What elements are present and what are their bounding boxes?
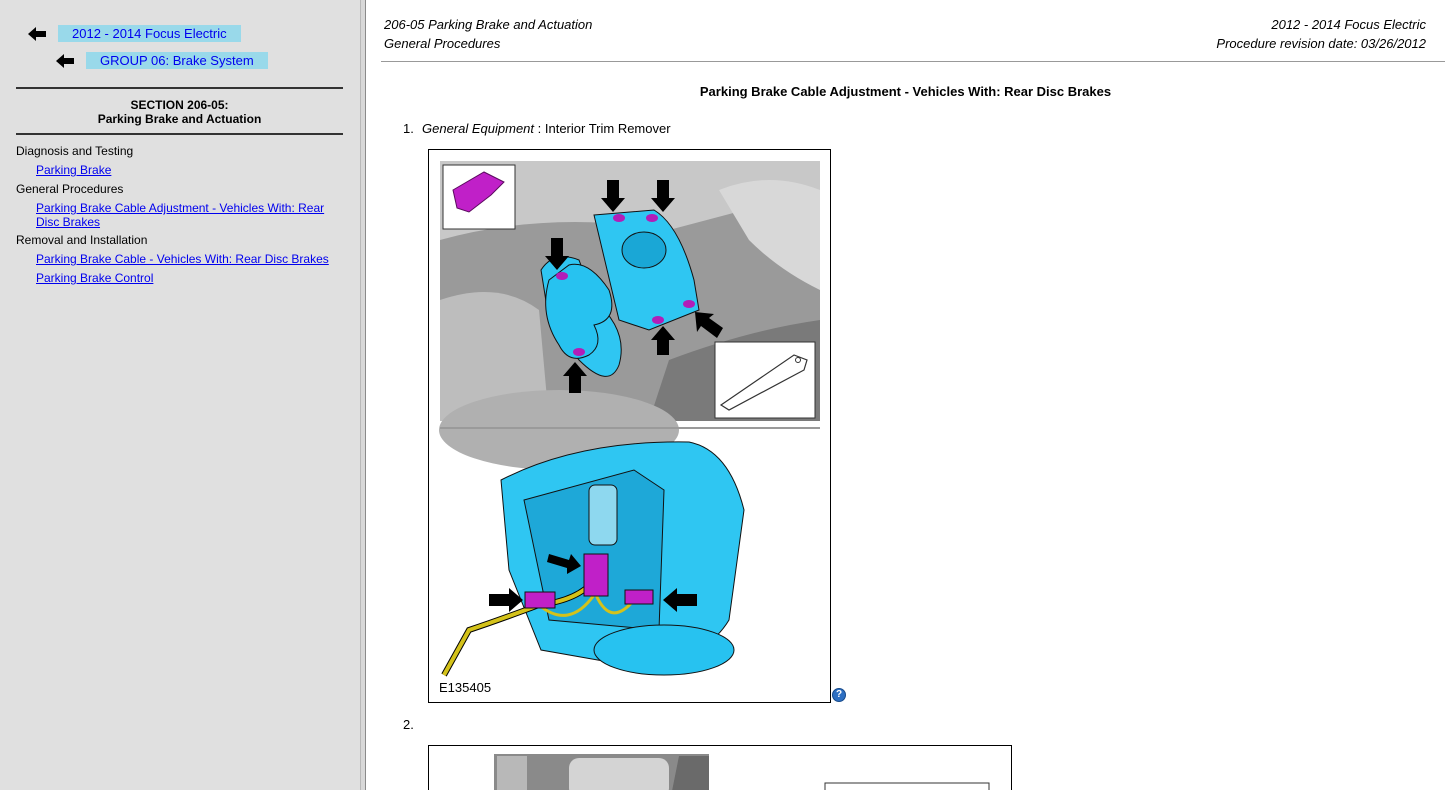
step-number: 1. [403,121,414,136]
category-diagnosis: Diagnosis and Testing [16,144,134,158]
sidebar-divider [16,87,343,89]
nav-link-group[interactable]: GROUP 06: Brake System [86,52,268,69]
nav-row-model [28,25,241,42]
section-heading [16,98,343,126]
back-arrow-icon[interactable] [28,27,46,41]
category-general-procedures: General Procedures [16,182,124,196]
sidebar-link-parking-brake-cable[interactable]: Parking Brake Cable - Vehicles With: Rear Disc Brakes [36,252,329,266]
sidebar-divider [16,133,343,135]
sidebar-link-parking-brake-control[interactable]: Parking Brake Control [36,271,154,285]
category-removal-installation: Removal and Installation [16,233,148,247]
procedure-title: Parking Brake Cable Adjustment - Vehicles With: Rear Disc Brakes [699,84,1112,99]
sidebar-link-cable-adjustment[interactable]: Parking Brake Cable Adjustment - Vehicles With: Rear Disc Brakes [36,201,325,229]
step-2-illustration [429,746,1012,790]
sidebar-link-parking-brake[interactable]: Parking Brake [36,163,112,177]
content-pane [366,0,1445,790]
header-revision-date: Procedure revision date: 03/26/2012 [1216,36,1426,51]
figure-id: E135405 [439,680,492,695]
header-section-title: 206-05 Parking Brake and Actuation [384,17,593,32]
section-heading-number: SECTION 206-05: [130,98,229,112]
help-icon[interactable]: ? [832,688,846,702]
step-figure [428,745,1012,790]
step-figure [428,149,831,703]
equipment-label: General Equipment [422,121,535,136]
nav-row-group [56,52,268,69]
header-vehicle: 2012 - 2014 Focus Electric [1271,17,1426,32]
step-text [422,121,671,136]
sidebar [0,0,360,790]
step-number: 2. [403,717,414,732]
header-procedure-type: General Procedures [384,36,501,51]
section-heading-title: Parking Brake and Actuation [97,112,262,126]
header-divider [381,61,1445,62]
console-illustration [429,150,831,703]
equipment-separator: : [534,121,545,136]
equipment-value: Interior Trim Remover [544,121,671,136]
back-arrow-icon[interactable] [56,54,74,68]
header-right [1216,15,1426,53]
header-left [384,15,592,53]
nav-link-model[interactable]: 2012 - 2014 Focus Electric [58,25,241,42]
